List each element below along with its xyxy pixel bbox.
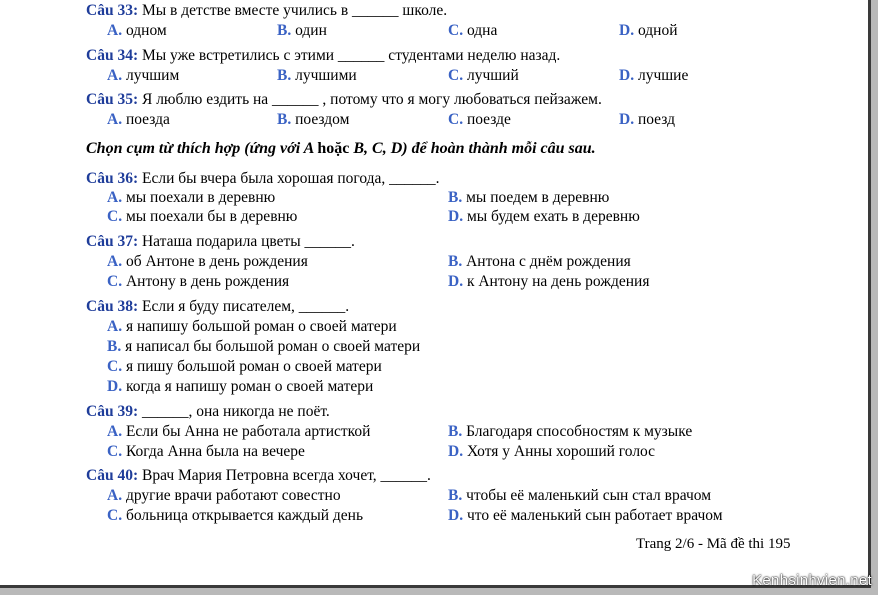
option-a xyxy=(107,252,308,272)
option-c xyxy=(107,442,305,462)
heading-part: B, C, D) để hoàn thành mỗi câu sau. xyxy=(349,140,596,157)
option-text: Антону в день рождения xyxy=(122,273,290,290)
option-d xyxy=(619,110,675,130)
option-text: лучший xyxy=(463,67,519,84)
option-text: лучшими xyxy=(291,67,357,84)
option-b xyxy=(448,252,631,272)
option-letter: D. xyxy=(448,273,464,290)
question-number: Câu 40: xyxy=(86,467,139,484)
question-number: Câu 36: xyxy=(86,170,139,187)
question-37 xyxy=(86,232,355,252)
question-text: Если бы вчера была хорошая погода, ______. xyxy=(138,170,440,187)
question-text: Мы в детстве вместе учились в ______ школе. xyxy=(138,2,448,19)
option-letter: A. xyxy=(107,111,123,128)
option-text: лучшие xyxy=(634,67,689,84)
page-shadow-bottom xyxy=(0,588,878,595)
question-40 xyxy=(86,466,431,486)
question-text: Врач Мария Петровна всегда хочет, ______. xyxy=(138,467,431,484)
option-text: об Антоне в день рождения xyxy=(122,253,308,270)
option-letter: D. xyxy=(619,111,635,128)
option-text: Антона с днём рождения xyxy=(462,253,631,270)
option-letter: C. xyxy=(448,67,464,84)
question-text: Наташа подарила цветы ______. xyxy=(138,233,355,250)
option-text: поезда xyxy=(122,111,170,128)
option-letter: C. xyxy=(448,22,464,39)
option-b xyxy=(448,486,711,506)
question-number: Câu 33: xyxy=(86,2,139,19)
page-shadow-right xyxy=(871,0,878,595)
option-text: когда я напишу роман о своей матери xyxy=(122,378,374,395)
watermark: Kenhsinhvien.net xyxy=(752,572,872,589)
option-c xyxy=(107,357,382,377)
option-letter: A. xyxy=(107,22,123,39)
option-c xyxy=(448,110,511,130)
option-text: что её маленький сын работает врачом xyxy=(463,507,723,524)
option-letter: A. xyxy=(107,423,123,440)
option-letter: B. xyxy=(448,423,463,440)
question-text: Мы уже встретились с этими ______ студентами неделю назад. xyxy=(138,47,561,64)
option-text: лучшим xyxy=(122,67,180,84)
option-letter: B. xyxy=(107,338,122,355)
option-b xyxy=(277,21,327,41)
option-letter: C. xyxy=(107,507,123,524)
option-letter: D. xyxy=(448,443,464,460)
option-text: я пишу большой роман о своей матери xyxy=(122,358,382,375)
question-38 xyxy=(86,297,349,317)
option-text: к Антону на день рождения xyxy=(463,273,650,290)
heading-part: Chọn cụm từ thích hợp (ứng với A xyxy=(86,140,318,157)
heading-part: hoặc xyxy=(317,140,350,157)
option-letter: A. xyxy=(107,487,123,504)
option-a xyxy=(107,422,370,442)
option-letter: B. xyxy=(448,189,463,206)
option-letter: D. xyxy=(448,507,464,524)
question-33 xyxy=(86,1,447,21)
option-text: Если бы Анна не работала артисткой xyxy=(122,423,371,440)
option-letter: C. xyxy=(107,273,123,290)
option-letter: C. xyxy=(448,111,464,128)
option-a xyxy=(107,486,341,506)
option-letter: A. xyxy=(107,189,123,206)
option-d xyxy=(619,21,677,41)
option-letter: A. xyxy=(107,253,123,270)
option-text: поезде xyxy=(463,111,511,128)
option-text: я написал бы большой роман о своей матери xyxy=(121,338,421,355)
option-letter: C. xyxy=(107,443,123,460)
option-text: мы поехали в деревню xyxy=(122,189,276,206)
question-number: Câu 37: xyxy=(86,233,139,250)
option-letter: B. xyxy=(277,22,292,39)
option-c xyxy=(448,66,519,86)
option-letter: C. xyxy=(107,208,123,225)
option-text: мы будем ехать в деревню xyxy=(463,208,640,225)
option-d xyxy=(448,506,723,526)
option-c xyxy=(107,506,363,526)
option-letter: D. xyxy=(619,22,635,39)
option-a xyxy=(107,66,179,86)
option-letter: B. xyxy=(277,111,292,128)
question-number: Câu 38: xyxy=(86,298,139,315)
question-text: Я люблю ездить на ______ , потому что я могу любоваться пейзажем. xyxy=(138,91,602,108)
option-letter: B. xyxy=(448,253,463,270)
option-text: Благодаря способностям к музыке xyxy=(462,423,693,440)
question-39 xyxy=(86,402,330,422)
option-d xyxy=(107,377,373,397)
question-number: Câu 39: xyxy=(86,403,139,420)
option-text: чтобы её маленький сын стал врачом xyxy=(462,487,712,504)
option-a xyxy=(107,188,275,208)
option-text: мы поедем в деревню xyxy=(462,189,610,206)
option-text: другие врачи работают совестно xyxy=(122,487,341,504)
option-letter: D. xyxy=(619,67,635,84)
option-b xyxy=(277,66,357,86)
section-heading xyxy=(86,138,596,160)
question-number: Câu 35: xyxy=(86,91,139,108)
option-b xyxy=(277,110,349,130)
question-35 xyxy=(86,90,602,110)
option-letter: A. xyxy=(107,318,123,335)
option-text: одна xyxy=(463,22,498,39)
option-c xyxy=(107,207,297,227)
option-text: Когда Анна была на вечере xyxy=(122,443,305,460)
question-text: ______, она никогда не поёт. xyxy=(138,403,330,420)
option-text: поезд xyxy=(634,111,675,128)
option-a xyxy=(107,110,170,130)
option-text: поездом xyxy=(291,111,350,128)
option-letter: B. xyxy=(277,67,292,84)
option-text: больница открывается каждый день xyxy=(122,507,364,524)
option-b xyxy=(107,337,420,357)
question-34 xyxy=(86,46,560,66)
option-letter: B. xyxy=(448,487,463,504)
option-text: я напишу большой роман о своей матери xyxy=(122,318,397,335)
option-text: одной xyxy=(634,22,678,39)
option-letter: A. xyxy=(107,67,123,84)
option-text: одном xyxy=(122,22,167,39)
option-a xyxy=(107,21,167,41)
option-b xyxy=(448,188,609,208)
page-footer: Trang 2/6 - Mã đề thi 195 xyxy=(636,536,791,552)
option-d xyxy=(448,207,640,227)
option-d xyxy=(448,272,649,292)
option-text: мы поехали бы в деревню xyxy=(122,208,298,225)
option-text: один xyxy=(291,22,327,39)
option-a xyxy=(107,317,397,337)
question-number: Câu 34: xyxy=(86,47,139,64)
question-36 xyxy=(86,169,440,189)
option-c xyxy=(107,272,289,292)
option-d xyxy=(448,442,655,462)
option-text: Хотя у Анны хороший голос xyxy=(463,443,656,460)
option-b xyxy=(448,422,692,442)
option-d xyxy=(619,66,688,86)
option-c xyxy=(448,21,497,41)
question-text: Если я буду писателем, ______. xyxy=(138,298,350,315)
option-letter: C. xyxy=(107,358,123,375)
option-letter: D. xyxy=(448,208,464,225)
option-letter: D. xyxy=(107,378,123,395)
